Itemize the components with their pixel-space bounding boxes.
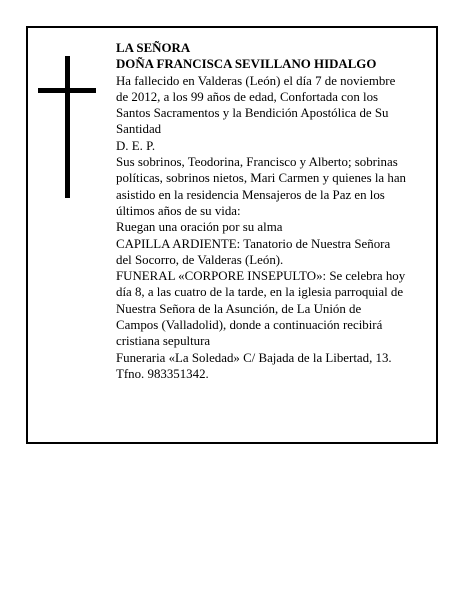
notice-body-line: políticas, sobrinos nietos, Mari Carmen y quienes la han bbox=[116, 171, 406, 186]
notice-body-line: de 2012, a los 99 años de edad, Confortada con los bbox=[116, 89, 379, 104]
notice-body-line: últimos años de su vida: bbox=[116, 203, 241, 218]
notice-body-line: CAPILLA ARDIENTE: Tanatorio de Nuestra Señora bbox=[116, 236, 391, 251]
notice-body-line: Funeraria «La Soledad» C/ Bajada de la Libertad, 13. bbox=[116, 350, 392, 365]
notice-body-line: Ha fallecido en Valderas (León) el día 7 de noviembre bbox=[116, 73, 396, 88]
notice-body-line: Santidad bbox=[116, 122, 162, 137]
cross-icon bbox=[38, 56, 96, 198]
obituary-notice bbox=[26, 26, 438, 444]
cross-horizontal-bar bbox=[38, 88, 96, 93]
notice-body-line: del Socorro, de Valderas (León). bbox=[116, 252, 284, 267]
notice-body-line: cristiana sepultura bbox=[116, 334, 211, 349]
notice-text bbox=[116, 40, 432, 382]
notice-body-line: Ruegan una oración por su alma bbox=[116, 220, 283, 235]
deceased-name: DOÑA FRANCISCA SEVILLANO HIDALGO bbox=[116, 57, 377, 72]
notice-body-line: Santos Sacramentos y la Bendición Apostólica de Su bbox=[116, 106, 389, 121]
notice-body-line: Nuestra Señora de la Asunción, de La Unión de bbox=[116, 301, 362, 316]
notice-body-line: Tfno. 983351342. bbox=[116, 366, 209, 381]
notice-title-line: LA SEÑORA bbox=[116, 41, 191, 55]
notice-body-line: FUNERAL «CORPORE INSEPULTO»: Se celebra hoy bbox=[116, 269, 406, 284]
notice-body-line: Campos (Valladolid), donde a continuación recibirá bbox=[116, 318, 383, 333]
notice-body-line: día 8, a las cuatro de la tarde, en la iglesia parroquial de bbox=[116, 285, 404, 300]
notice-body-line: asistido en la residencia Mensajeros de la Paz en los bbox=[116, 187, 385, 202]
cross-vertical-bar bbox=[65, 56, 70, 198]
notice-body-line: Sus sobrinos, Teodorina, Francisco y Alberto; sobrinas bbox=[116, 155, 398, 170]
notice-body-line: D. E. P. bbox=[116, 138, 156, 153]
